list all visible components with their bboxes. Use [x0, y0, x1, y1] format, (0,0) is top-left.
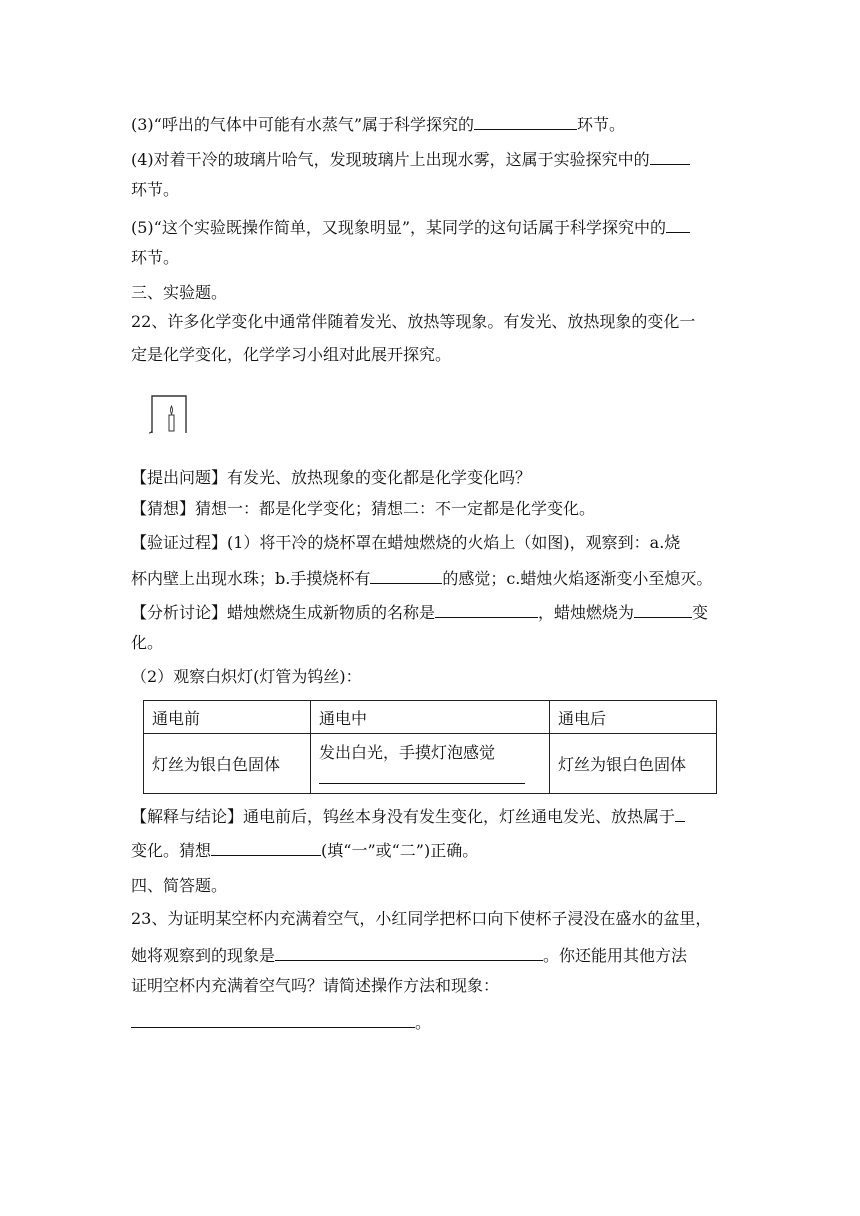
q22-question: 【提出问题】有发光、放热现象的变化都是化学变化吗？	[131, 468, 532, 487]
q23-line-3: 证明空杯内充满着空气吗？请简述操作方法和现象：	[131, 976, 500, 995]
q22-intro-2: 定是化学变化，化学学习小组对此展开探究。	[131, 345, 452, 364]
table-header-cell: 通电后	[550, 701, 717, 734]
q22-hypothesis: 【猜想】猜想一：都是化学变化；猜想二：不一定都是化学变化。	[131, 499, 596, 518]
table-row	[144, 734, 717, 794]
observation-table	[143, 700, 717, 794]
beaker-candle-figure-icon	[148, 393, 192, 437]
answer-blank[interactable]	[666, 215, 690, 233]
q21-part4: (4)对着干冷的玻璃片哈气，发现玻璃片上出现水雾，这属于实验探究中的	[131, 147, 690, 170]
answer-blank[interactable]	[435, 600, 538, 618]
table-cell: 灯丝为银白色固体	[550, 734, 717, 794]
q21-part5-cont: 环节。	[131, 248, 180, 267]
q23-line-4: 。	[131, 1010, 431, 1033]
answer-blank[interactable]	[131, 1010, 415, 1028]
section-title: 四、简答题。	[131, 876, 228, 895]
table-cell: 灯丝为银白色固体	[144, 734, 311, 794]
answer-blank[interactable]	[319, 767, 525, 784]
q22-verify-1: 【验证过程】(1）将干冷的烧杯罩在蜡烛燃烧的火焰上（如图)，观察到：a.烧	[131, 533, 681, 552]
q21-part4-cont: 环节。	[131, 180, 180, 199]
answer-blank[interactable]	[275, 943, 543, 961]
answer-blank[interactable]	[650, 147, 690, 165]
q22-verify-2: 杯内壁上出现水珠；b.手摸烧杯有 的感觉；c.蜡烛火焰逐渐变小至熄灭。	[131, 566, 712, 589]
q21-part5: (5)“这个实验既操作简单，又现象明显”，某同学的这句话属于科学探究中的	[131, 215, 690, 238]
q21-part3: (3)“呼出的气体中可能有水蒸气”属于科学探究的 环节。	[131, 112, 625, 135]
table-cell: 发出白光，手摸灯泡感觉	[311, 734, 550, 794]
answer-blank[interactable]	[370, 566, 442, 584]
q22-analysis: 【分析讨论】蜡烛燃烧生成新物质的名称是 ，蜡烛燃烧为 变	[131, 600, 708, 623]
table-header-cell: 通电中	[311, 701, 550, 734]
q23-line-2: 她将观察到的现象是 。你还能用其他方法	[131, 943, 687, 966]
answer-blank[interactable]	[634, 600, 692, 618]
q23-line-1: 23、为证明某空杯内充满着空气，小红同学把杯口向下使杯子浸没在盛水的盆里，	[131, 909, 712, 928]
table-header-cell: 通电前	[144, 701, 311, 734]
q22-observe: （2）观察白炽灯(灯管为钨丝)：	[131, 667, 362, 686]
answer-blank[interactable]	[211, 838, 321, 856]
section-title: 三、实验题。	[131, 283, 228, 302]
answer-blank[interactable]	[474, 112, 577, 130]
q22-conclusion-2: 变化。猜想 (填“一”或“二”)正确。	[131, 838, 478, 861]
q22-intro-1: 22、许多化学变化中通常伴随着发光、放热等现象。有发光、放热现象的变化一	[131, 312, 696, 331]
table-header-row	[144, 701, 717, 734]
answer-blank[interactable]	[675, 804, 685, 822]
q22-analysis-cont: 化。	[131, 633, 164, 652]
q22-conclusion-1: 【解释与结论】通电前后，钨丝本身没有发生变化，灯丝通电发光、放热属于	[131, 804, 685, 827]
